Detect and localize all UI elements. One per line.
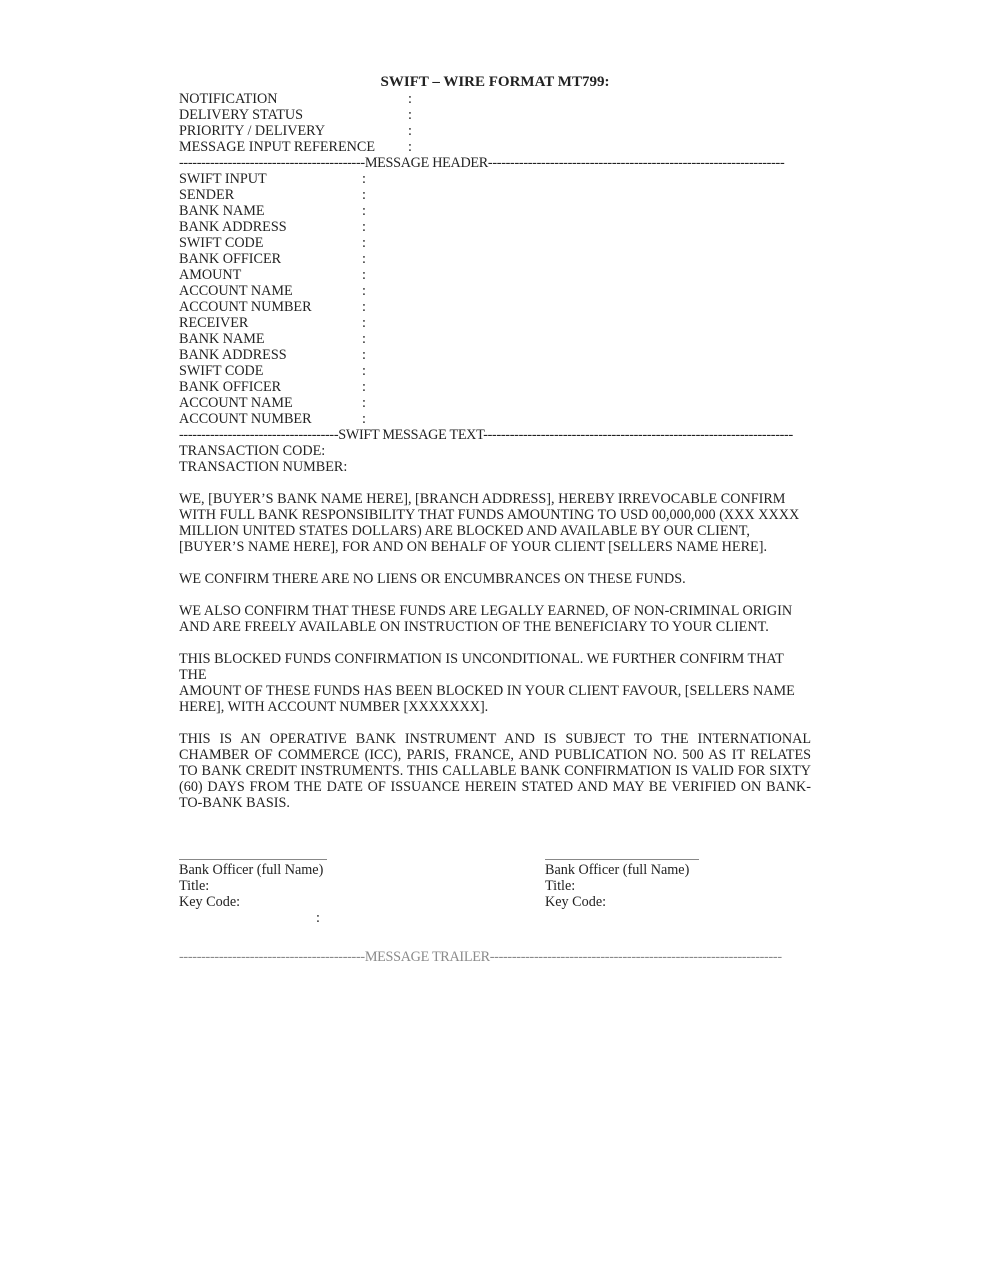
field-colon: : [362,283,366,299]
signature-line [545,859,699,860]
field-colon: : [362,331,366,347]
header-field-row [179,235,811,251]
signature-key-code: Key Code: [545,894,607,910]
header-field-row [179,251,811,267]
paragraph-line: MILLION UNITED STATES DOLLARS) ARE BLOCKED AND AVAILABLE BY OUR CLIENT, [179,523,750,539]
signature-title: Title: [545,878,576,894]
field-label: BANK OFFICER [179,251,282,267]
signature-area [179,859,811,949]
header-field-row [179,267,811,283]
header-fields [179,171,811,427]
field-colon: : [362,395,366,411]
field-colon: : [362,251,366,267]
paragraph-line: HERE], WITH ACCOUNT NUMBER [XXXXXXX]. [179,699,489,715]
stray-colon: : [316,910,320,926]
header-field-row [179,331,811,347]
field-label: SWIFT CODE [179,235,264,251]
notification-field-row [179,91,811,107]
signature-line [179,859,327,860]
field-label: SENDER [179,187,235,203]
paragraph-line: WE CONFIRM THERE ARE NO LIENS OR ENCUMBRANCES ON THESE FUNDS. [179,571,686,587]
paragraph-line: WITH FULL BANK RESPONSIBILITY THAT FUNDS AMOUNTING TO USD 00,000,000 (XXX XXXX [179,507,800,523]
transaction-number: TRANSACTION NUMBER: [179,459,348,475]
field-label: BANK ADDRESS [179,219,287,235]
header-field-row [179,219,811,235]
notification-field-row [179,139,811,155]
field-label: BANK NAME [179,203,265,219]
paragraph-line: THIS BLOCKED FUNDS CONFIRMATION IS UNCONDITIONAL. WE FURTHER CONFIRM THAT THE [179,651,784,683]
field-colon: : [362,219,366,235]
body-paragraph [179,603,811,635]
field-label: ACCOUNT NAME [179,283,293,299]
field-colon: : [362,315,366,331]
signature-name: Bank Officer (full Name) [179,862,324,878]
field-colon: : [362,299,366,315]
paragraph-line: WE ALSO CONFIRM THAT THESE FUNDS ARE LEGALLY EARNED, OF NON-CRIMINAL ORIGIN [179,603,793,619]
body-paragraph [179,491,811,555]
body-paragraph [179,571,811,587]
field-label: RECEIVER [179,315,249,331]
message-body [179,491,811,715]
field-label: SWIFT CODE [179,363,264,379]
field-label: MESSAGE INPUT REFERENCE [179,139,376,155]
field-colon: : [362,203,366,219]
signature-block-left [179,859,327,926]
header-field-row [179,171,811,187]
paragraph-line: WE, [BUYER’S BANK NAME HERE], [BRANCH ADDRESS], HEREBY IRREVOCABLE CONFIRM [179,491,786,507]
header-field-row [179,315,811,331]
header-field-row [179,203,811,219]
field-colon: : [408,139,412,155]
header-field-row [179,187,811,203]
paragraph-line: AMOUNT OF THESE FUNDS HAS BEEN BLOCKED IN YOUR CLIENT FAVOUR, [SELLERS NAME [179,683,795,699]
signature-block-right [545,859,699,910]
field-colon: : [408,107,412,123]
header-field-row [179,283,811,299]
header-field-row [179,347,811,363]
header-field-row [179,395,811,411]
field-colon: : [362,267,366,283]
field-label: ACCOUNT NUMBER [179,299,312,315]
header-field-row [179,299,811,315]
paragraph-line: [BUYER’S NAME HERE], FOR AND ON BEHALF OF YOUR CLIENT [SELLERS NAME HERE]. [179,539,767,555]
field-label: BANK OFFICER [179,379,282,395]
notification-field-row [179,123,811,139]
field-label: ACCOUNT NAME [179,395,293,411]
signature-title: Title: [179,878,210,894]
field-colon: : [408,91,412,107]
message-trailer-separator: ------------------------------------------MESSAGE TRAILER------------------------------------------------------------------ [179,949,782,965]
field-label: BANK NAME [179,331,265,347]
message-header-separator: ------------------------------------------MESSAGE HEADER------------------------------------------------------------------- [179,155,785,171]
field-colon: : [362,347,366,363]
transaction-code: TRANSACTION CODE: [179,443,326,459]
field-colon: : [362,171,366,187]
notification-field-row [179,107,811,123]
paragraph-line: AND ARE FREELY AVAILABLE ON INSTRUCTION OF THE BENEFICIARY TO YOUR CLIENT. [179,619,769,635]
field-colon: : [362,235,366,251]
field-label: BANK ADDRESS [179,347,287,363]
document-title: SWIFT – WIRE FORMAT MT799: [380,74,610,90]
swift-message-text-separator: ------------------------------------SWIFT MESSAGE TEXT---------------------------------------------------------------------- [179,427,793,443]
document-page [179,73,811,965]
header-field-row [179,363,811,379]
body-paragraph-instrument: THIS IS AN OPERATIVE BANK INSTRUMENT AND IS SUBJECT TO THE INTERNATIONAL CHAMBER OF COMMERCE (ICC), PARIS, FRANCE, AND PUBLICATION NO. 500 AS IT RELATES TO BANK CREDIT INSTRUMENTS. THIS CALLABLE BANK CONFIRMATION IS VALID FOR SIXTY (60) DAYS FROM THE DATE OF ISSUANCE HEREIN STATED AND MAY BE VERIFIED ON BANK-TO-BANK BASIS. [179,731,811,811]
field-colon: : [362,363,366,379]
field-colon: : [408,123,412,139]
top-fields [179,91,811,155]
signature-key-code: Key Code: [179,894,241,910]
field-label: AMOUNT [179,267,242,283]
header-field-row [179,379,811,395]
field-label: NOTIFICATION [179,91,278,107]
body-paragraph [179,651,811,715]
field-label: DELIVERY STATUS [179,107,304,123]
signature-name: Bank Officer (full Name) [545,862,690,878]
field-label: SWIFT INPUT [179,171,267,187]
header-field-row [179,411,811,427]
field-label: ACCOUNT NUMBER [179,411,312,427]
field-colon: : [362,411,366,427]
field-colon: : [362,187,366,203]
field-colon: : [362,379,366,395]
field-label: PRIORITY / DELIVERY [179,123,326,139]
